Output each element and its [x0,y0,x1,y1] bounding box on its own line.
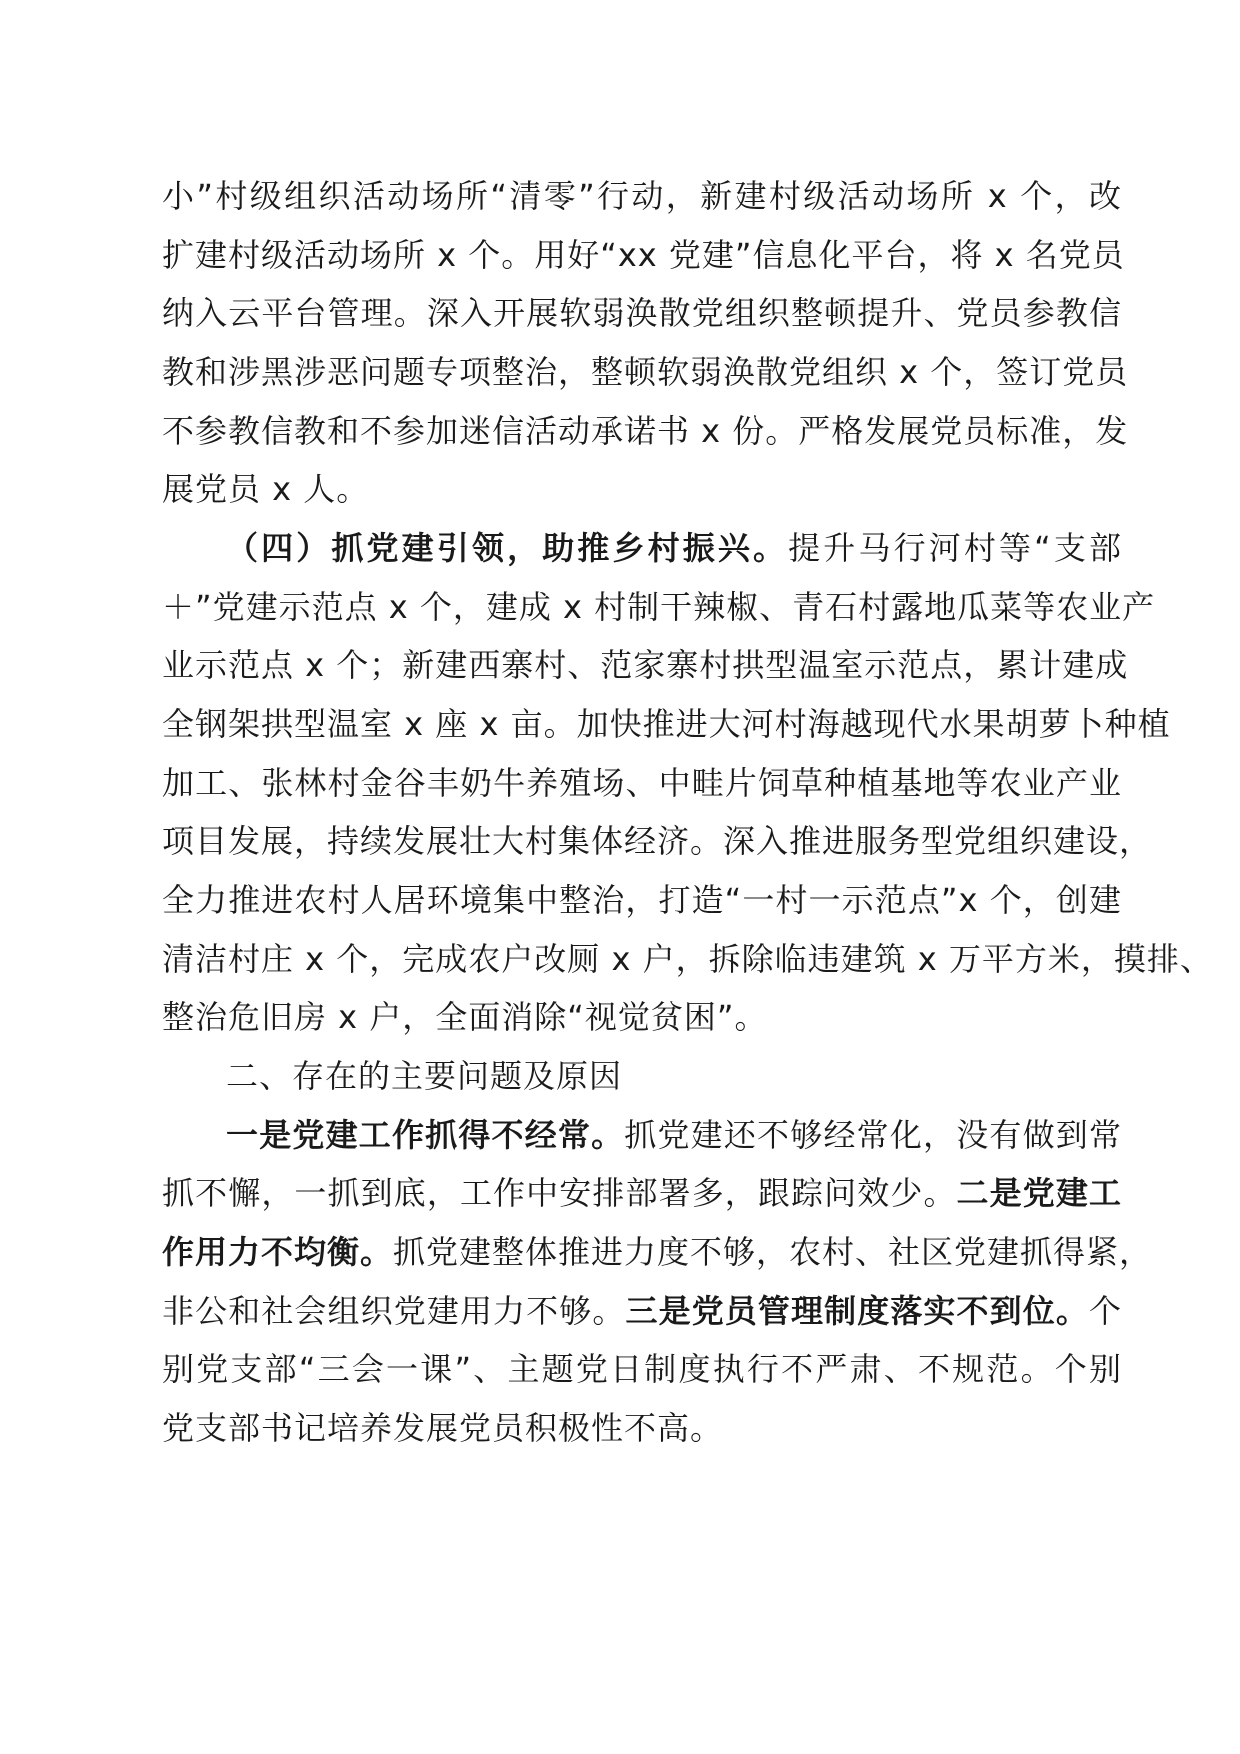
text-line-18 [162,1160,1122,1226]
text-line-10 [162,691,1171,757]
text-run: 扩建村级活动场所 x 个。用好“xx 党建”信息化平台，将 x 名党员 [162,236,1125,274]
text-run: 二、存在的主要问题及原因 [226,1057,623,1095]
text-run: 抓不懈，一抓到底，工作中安排部署多，跟踪问效少。 [162,1174,957,1212]
section-title [226,1043,1122,1109]
text-run: 提升马行河村等“支部 [788,529,1122,567]
text-run: 整治危旧房 x 户，全面消除“视觉贫困”。 [162,998,768,1036]
text-run: 个 [1088,1292,1122,1330]
bold-lead: 一是党建工作抓得不经常。 [226,1116,625,1154]
text-run: 项目发展，持续发展壮大村集体经济。深入推进服务型党组织建设， [162,822,1153,860]
text-run: 抓党建还不够经常化，没有做到常 [624,1116,1122,1154]
text-run: 非公和社会组织党建用力不够。 [162,1292,626,1330]
text-run: 纳入云平台管理。深入开展软弱涣散党组织整顿提升、党员参教信 [162,294,1122,332]
bold-lead: 三是党员管理制度落实不到位。 [625,1292,1089,1330]
text-run: 全钢架拱型温室 x 座 x 亩。加快推进大河村海越现代水果胡萝卜种植 [162,705,1171,743]
text-line-2 [162,222,1125,288]
bold-lead: 作用力不均衡。 [162,1233,394,1271]
text-run: 小”村级组织活动场所“清零”行动，新建村级活动场所 x 个，改 [162,177,1122,215]
text-line-5 [162,398,1129,464]
text-run: 全力推进农村人居环境集中整治，打造“一村一示范点”x 个，创建 [162,881,1122,919]
text-line-22 [162,1395,1122,1461]
text-line-15 [162,984,1122,1050]
text-line-17 [226,1102,1122,1168]
text-run: 业示范点 x 个；新建西寨村、范家寨村拱型温室示范点，累计建成 [162,646,1129,684]
bold-lead: 二是党建工 [956,1174,1122,1212]
text-run: 抓党建整体推进力度不够，农村、社区党建抓得紧， [393,1233,1153,1271]
text-line-6 [162,456,1122,522]
text-line-11 [162,750,1122,816]
text-run: ＋”党建示范点 x 个，建成 x 村制干辣椒、青石村露地瓜菜等农业产 [162,588,1156,626]
text-line-1 [162,163,1122,229]
text-line-3 [162,280,1122,346]
text-run: 别党支部“三会一课”、主题党日制度执行不严肃、不规范。个别 [162,1350,1122,1388]
text-line-19 [162,1219,1153,1285]
text-line-13 [162,867,1122,933]
text-run: 清洁村庄 x 个，完成农户改厕 x 户，拆除临违建筑 x 万平方米，摸排、 [162,940,1213,978]
text-line-20 [162,1278,1122,1344]
text-run: 党支部书记培养发展党员积极性不高。 [162,1409,724,1447]
text-run: 加工、张林村金谷丰奶牛养殖场、中畦片饲草种植基地等农业产业 [162,764,1122,802]
text-line-21 [162,1336,1122,1402]
text-run: 教和涉黑涉恶问题专项整治，整顿软弱涣散党组织 x 个，签订党员 [162,353,1129,391]
text-line-12 [162,808,1153,874]
text-line-9 [162,632,1129,698]
text-line-14 [162,926,1213,992]
text-line-4 [162,339,1129,405]
text-line-8 [162,574,1156,640]
section-heading: （四）抓党建引领，助推乡村振兴。 [226,529,789,567]
text-line-7 [226,515,1122,581]
text-run: 展党员 x 人。 [162,470,370,508]
text-run: 不参教信教和不参加迷信活动承诺书 x 份。严格发展党员标准，发 [162,412,1129,450]
